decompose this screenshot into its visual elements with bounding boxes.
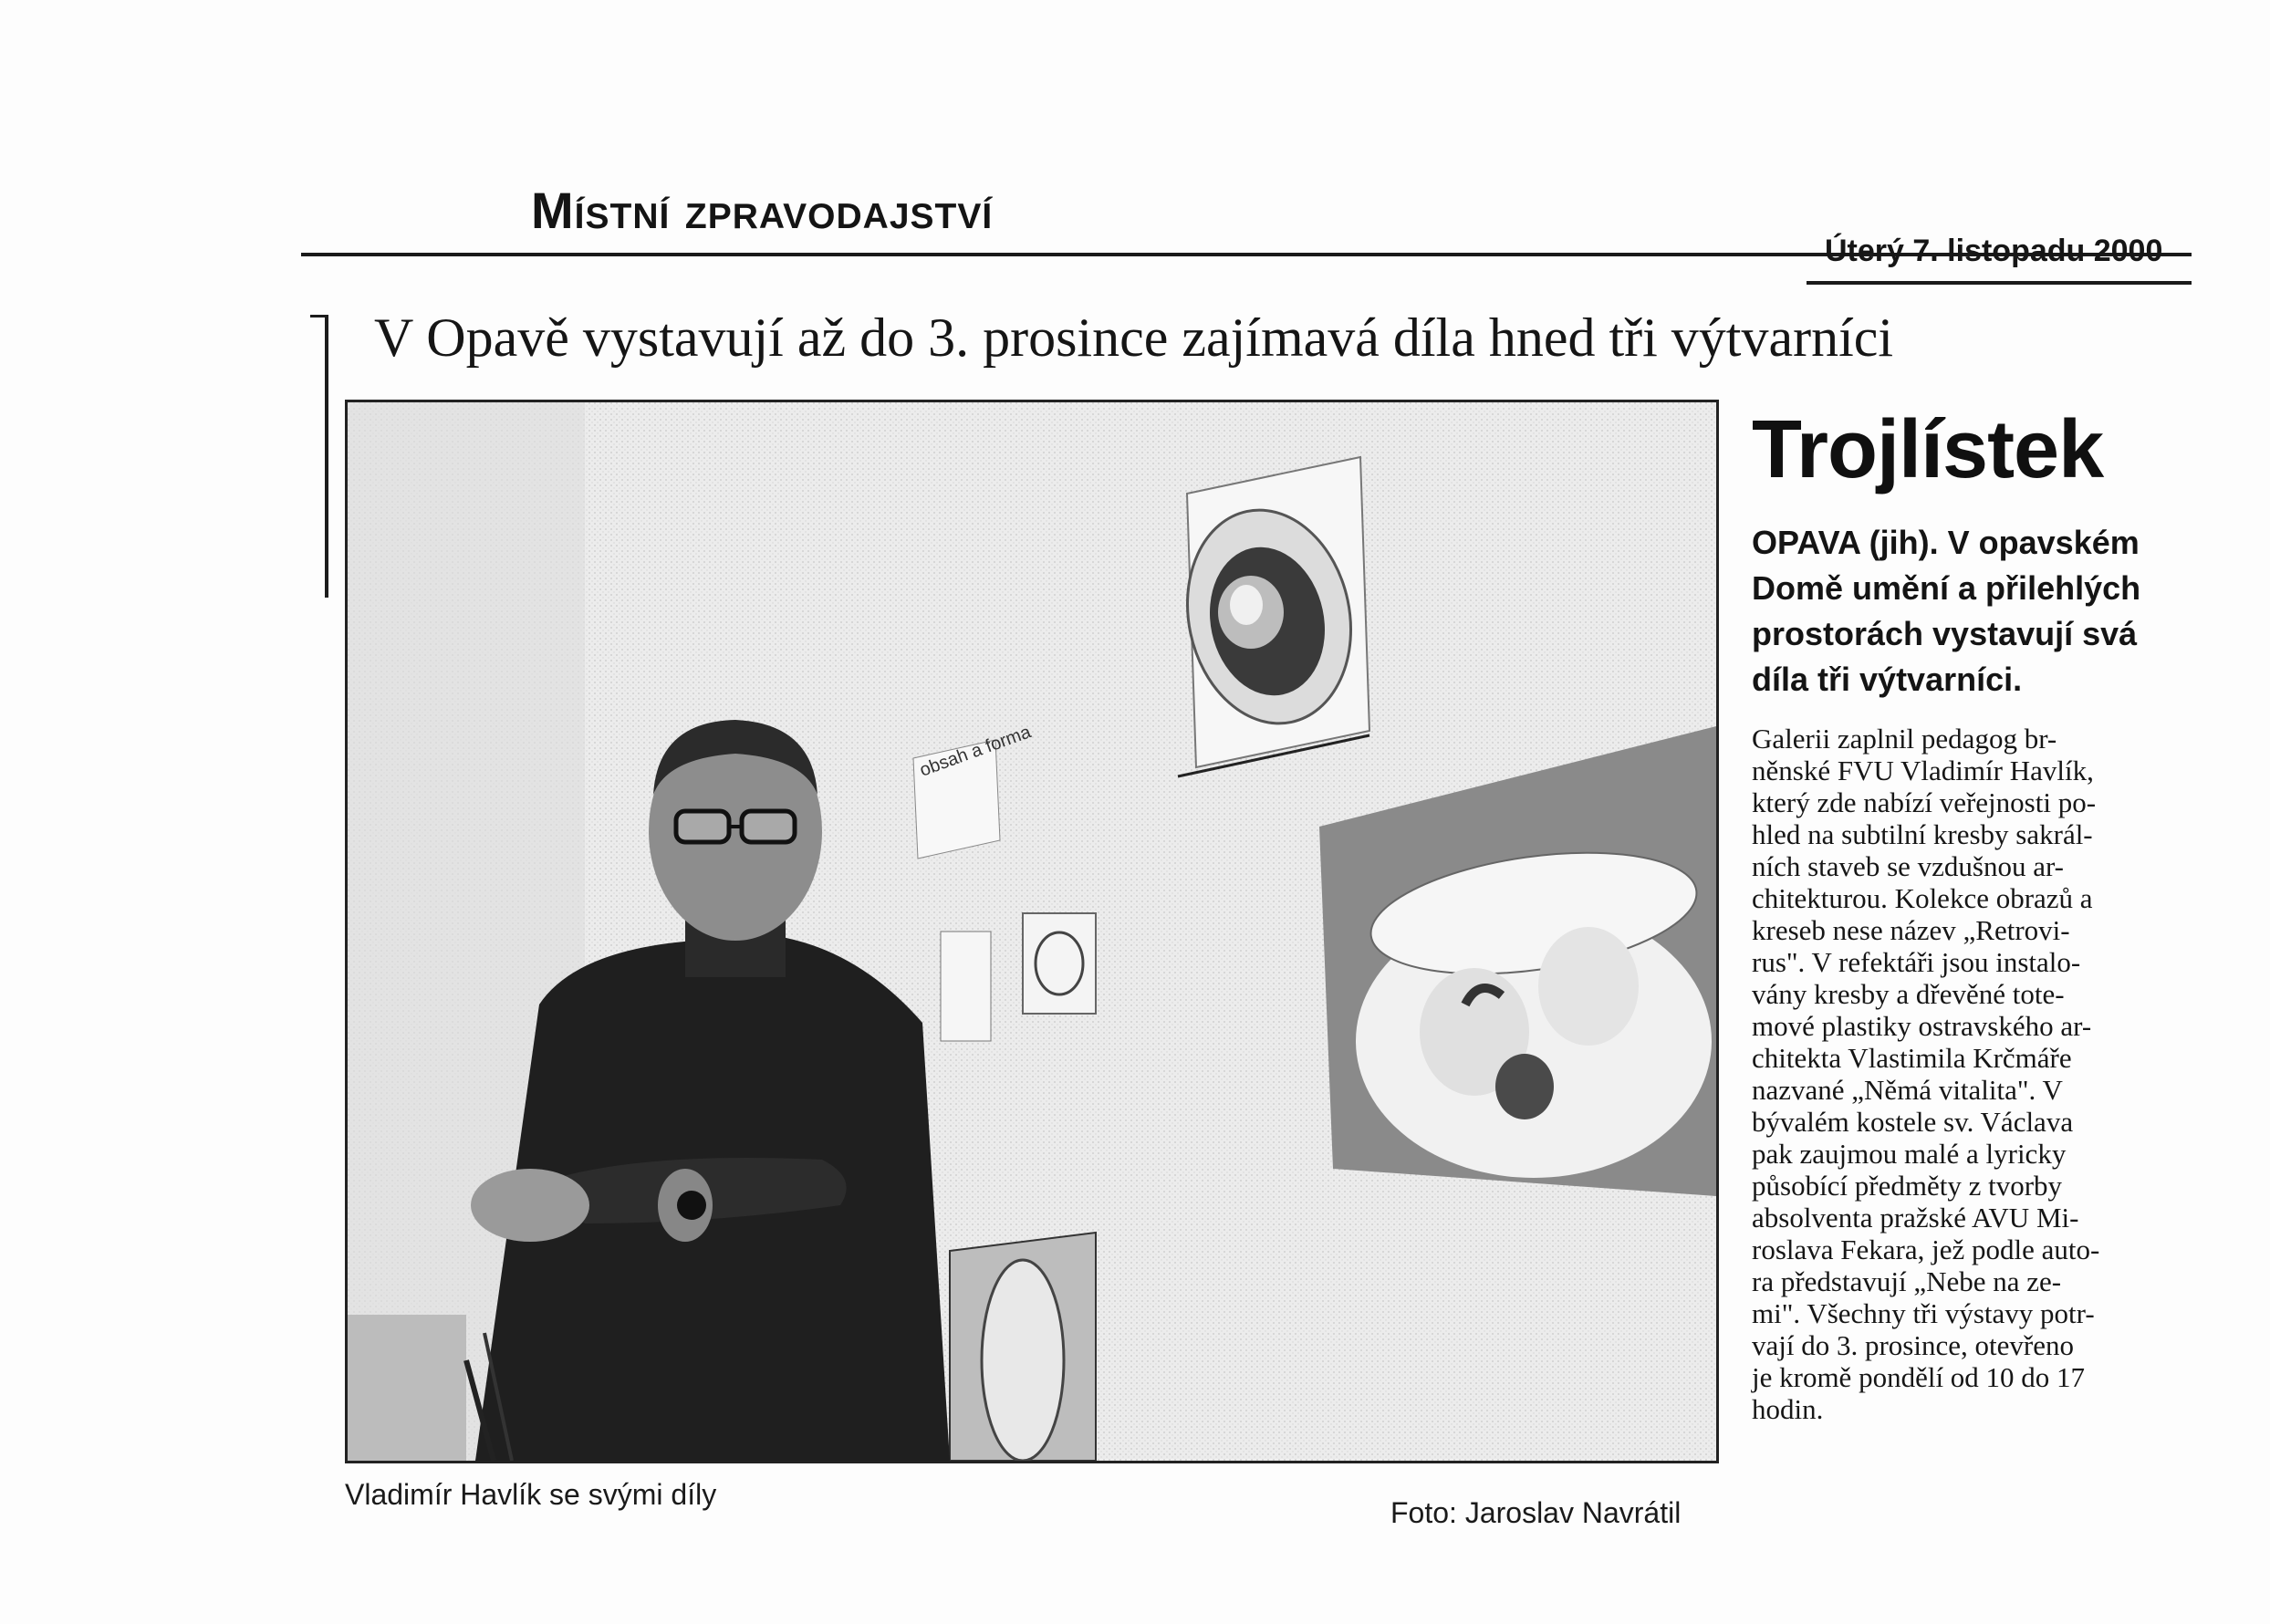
body-line: pak zaujmou malé a lyricky xyxy=(1752,1138,2067,1170)
photo-illustration xyxy=(348,402,1716,1461)
section-title: Místní zpravodajství xyxy=(531,182,994,239)
body-line: chitekturou. Kolekce obrazů a xyxy=(1752,882,2093,914)
body-line: ra představují „Nebe na ze- xyxy=(1752,1265,2062,1297)
body-line: rus". V refektáři jsou instalo- xyxy=(1752,946,2081,978)
photo-caption: Vladimír Havlík se svými díly xyxy=(345,1478,717,1511)
column-bar xyxy=(325,315,328,598)
headline: V Opavě vystavují až do 3. prosince zajímavá díla hned tři výtvarníci xyxy=(374,307,1894,368)
lead-line: OPAVA (jih). V opavském xyxy=(1752,524,2140,561)
body-line: bývalém kostele sv. Václava xyxy=(1752,1106,2074,1138)
body-line: něnské FVU Vladimír Havlík, xyxy=(1752,755,2094,786)
body-line: kreseb nese název „Retrovi- xyxy=(1752,914,2070,946)
article-photo xyxy=(345,400,1719,1463)
lead-line: díla tři výtvarníci. xyxy=(1752,661,2023,698)
body-line: absolventa pražské AVU Mi- xyxy=(1752,1202,2079,1234)
body-line: působící předměty z tvorby xyxy=(1752,1170,2063,1202)
body-line: hodin. xyxy=(1752,1393,1824,1425)
date-rule xyxy=(1807,281,2192,285)
body-line: chitekta Vlastimila Krčmáře xyxy=(1752,1042,2072,1074)
article-lead xyxy=(1752,520,2190,703)
body-line: který zde nabízí veřejnosti po- xyxy=(1752,786,2097,818)
body-line: je kromě pondělí od 10 do 17 xyxy=(1752,1361,2086,1393)
article-body xyxy=(1752,723,2190,1425)
sign-text: obsah a forma xyxy=(917,722,1034,781)
body-line: Galerii zaplnil pedagog br- xyxy=(1752,723,2057,755)
body-line: nazvané „Němá vitalita". V xyxy=(1752,1074,2063,1106)
body-line: vají do 3. prosince, otevřeno xyxy=(1752,1329,2074,1361)
lead-line: Domě umění a přilehlých xyxy=(1752,569,2141,607)
lead-line: prostorách vystavují svá xyxy=(1752,615,2138,652)
photo-credit: Foto: Jaroslav Navrátil xyxy=(1390,1496,1682,1529)
column-bar-tick xyxy=(310,315,327,318)
body-line: ních staveb se vzdušnou ar- xyxy=(1752,850,2064,882)
body-line: mi". Všechny tři výstavy potr- xyxy=(1752,1297,2095,1329)
article-title: Trojlístek xyxy=(1752,404,2104,495)
body-line: roslava Fekara, jež podle auto- xyxy=(1752,1234,2100,1265)
body-line: vány kresby a dřevěné tote- xyxy=(1752,978,2065,1010)
issue-date: Úterý 7. listopadu 2000 xyxy=(1825,234,2163,268)
circular-artwork xyxy=(1168,457,1369,776)
body-line: hled na subtilní kresby sakrál- xyxy=(1752,818,2093,850)
body-line: mové plastiky ostravského ar- xyxy=(1752,1010,2092,1042)
